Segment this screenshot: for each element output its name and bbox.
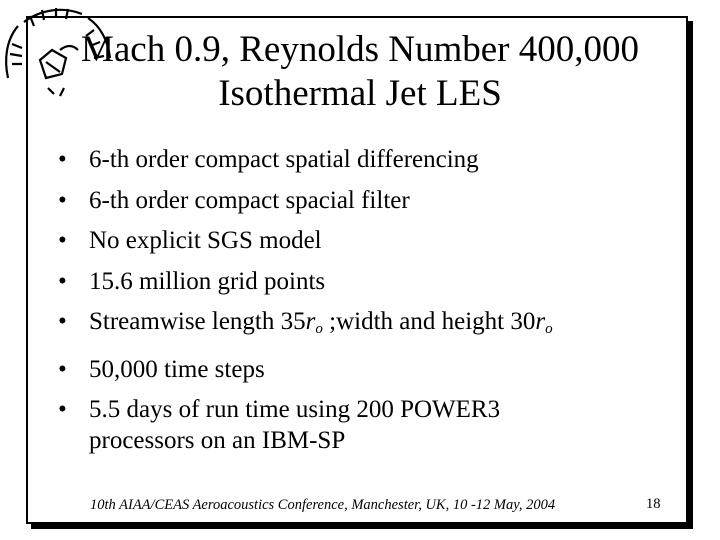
bullet-item <box>58 302 658 350</box>
bullet-text: No explicit SGS model <box>89 227 322 254</box>
bullet-item <box>58 350 658 391</box>
bullet-dot: • <box>58 308 67 335</box>
bullet-text: 50,000 time steps <box>89 355 265 383</box>
subscript-o: o <box>545 321 553 337</box>
bullet-dot: • <box>58 267 67 295</box>
subscript-o: o <box>315 321 323 337</box>
page-number: 18 <box>646 496 661 512</box>
bullet-list <box>58 140 658 457</box>
slide-title <box>40 28 680 116</box>
bullet-dot: • <box>58 396 67 423</box>
bullet-item <box>58 140 658 181</box>
bullet-item <box>58 262 658 303</box>
bullet-text: 15.6 million grid points <box>89 267 326 295</box>
bullet-text: ;width and height 30 <box>322 308 536 335</box>
bullet-text-continued: processors on an IBM-SP <box>89 426 346 454</box>
bullet-item <box>58 221 658 262</box>
math-var-r: r <box>535 308 546 335</box>
bullet-dot: • <box>58 146 67 173</box>
slide-footer: 10th AIAA/CEAS Aeroacoustics Conference, Manchester, UK, 10 -12 May, 2004 <box>90 497 556 513</box>
bullet-text: 6-th order compact spacial filter <box>89 186 410 214</box>
bullet-item <box>58 181 658 222</box>
title-line-2: Isothermal Jet LES <box>218 73 502 114</box>
bullet-dot: • <box>58 355 67 383</box>
bullet-text: 6-th order compact spatial differencing <box>89 146 479 173</box>
title-line-1: Mach 0.9, Reynolds Number 400,000 <box>80 29 640 70</box>
math-var-r: r <box>305 308 316 335</box>
bullet-text: 5.5 days of run time using 200 POWER3 <box>89 396 501 423</box>
bullet-text: Streamwise length 35 <box>89 308 306 335</box>
bullet-dot: • <box>58 186 67 214</box>
bullet-dot: • <box>58 227 67 254</box>
bullet-item <box>58 390 658 457</box>
